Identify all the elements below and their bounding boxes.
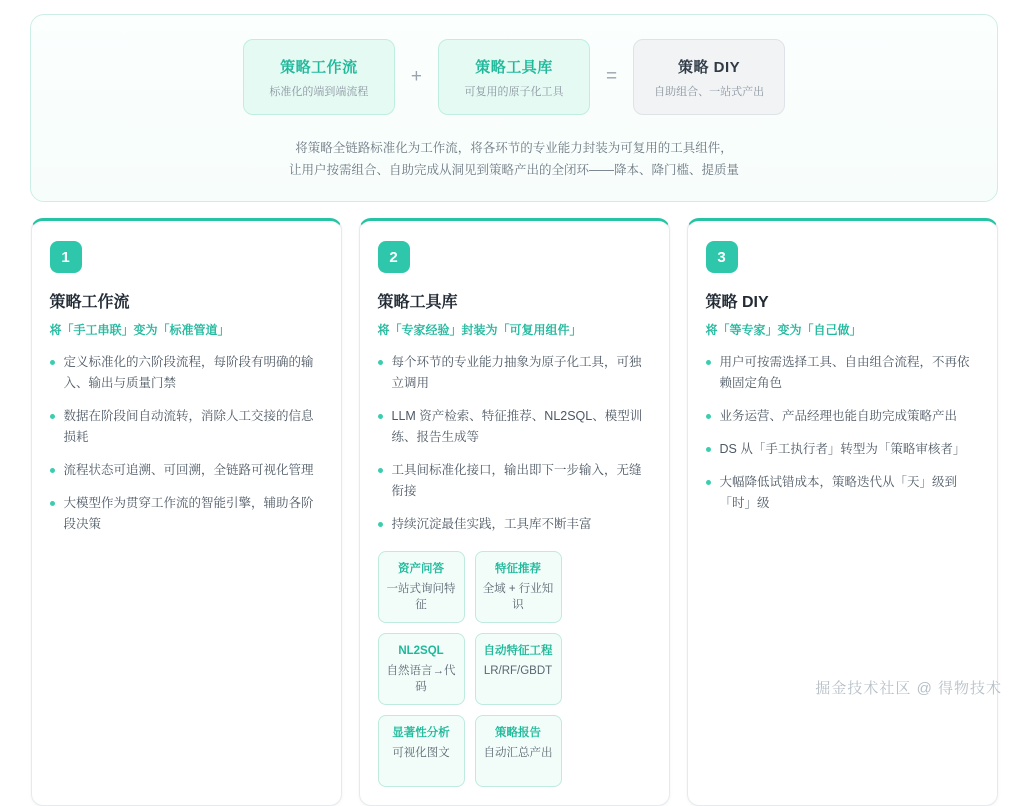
formula-box-diy-title: 策略 DIY (678, 58, 741, 76)
tool-tile-auto-feature-engineering-name: 自动特征工程 (483, 645, 553, 657)
watermark: 掘金技术社区 @ 得物技术 (815, 680, 1002, 697)
list-item: 定义标准化的六阶段流程，每阶段有明确的输入、输出与质量门禁 (50, 352, 323, 394)
list-item: 大幅降低试错成本，策略迭代从「天」级到「时」级 (706, 472, 979, 514)
list-item: 工具间标准化接口，输出即下一步输入，无缝衔接 (378, 460, 651, 502)
tool-tile-significance-analysis-desc: 可视化图文 (392, 747, 450, 759)
list-item: 流程状态可追溯、可回溯，全链路可视化管理 (50, 460, 323, 481)
card-diy-title: 策略 DIY (705, 294, 769, 311)
tool-tile-nl2sql-name: NL2SQL (398, 645, 444, 657)
hero-description (51, 137, 977, 181)
formula-box-workflow (243, 39, 395, 115)
tool-tile-strategy-report-desc: 自动汇总产出 (483, 747, 553, 759)
list-item: 每个环节的专业能力抽象为原子化工具，可独立调用 (378, 352, 651, 394)
card-diy-badge: 3 (706, 241, 738, 273)
card-workflow-subtitle: 将「手工串联」变为「标准管道」 (49, 323, 230, 337)
card-toolkit-title: 策略工具库 (377, 294, 458, 311)
card-toolkit-bullets (378, 352, 651, 535)
card-workflow-title: 策略工作流 (49, 294, 130, 311)
formula-box-workflow-subtitle: 标准化的端到端流程 (269, 85, 369, 98)
plus-operator-icon: + (410, 66, 422, 87)
tool-tile-auto-feature-engineering-desc: LR/RF/GBDT (483, 665, 553, 677)
card-workflow-badge: 1 (50, 241, 82, 273)
tool-tile-feature-recommend-name: 特征推荐 (495, 563, 541, 575)
tool-tile-strategy-report-name: 策略报告 (495, 727, 541, 739)
list-item: 业务运营、产品经理也能自助完成策略产出 (706, 406, 979, 427)
hero-banner (30, 14, 998, 202)
card-toolkit-subtitle: 将「专家经验」封装为「可复用组件」 (377, 323, 582, 337)
tool-tile-significance-analysis[interactable] (378, 715, 465, 787)
card-diy-bullets (706, 352, 979, 514)
list-item: 用户可按需选择工具、自由组合流程，不再依赖固定角色 (706, 352, 979, 394)
card-workflow (31, 218, 342, 806)
formula-box-toolkit-subtitle: 可复用的原子化工具 (464, 85, 564, 98)
formula-row (51, 39, 977, 115)
formula-box-toolkit-title: 策略工具库 (475, 58, 553, 76)
list-item: LLM 资产检索、特征推荐、NL2SQL、模型训练、报告生成等 (378, 406, 651, 448)
tool-tile-significance-analysis-name: 显著性分析 (392, 727, 450, 739)
formula-box-workflow-title: 策略工作流 (280, 58, 358, 76)
card-diy (687, 218, 998, 806)
list-item: 数据在阶段间自动流转，消除人工交接的信息损耗 (50, 406, 323, 448)
list-item: 大模型作为贯穿工作流的智能引擎，辅助各阶段决策 (50, 493, 323, 535)
card-workflow-bullets (50, 352, 323, 535)
tool-tile-nl2sql[interactable] (378, 633, 465, 705)
tool-tile-feature-recommend-desc: 全域 + 行业知识 (482, 583, 554, 611)
tool-tiles (378, 551, 651, 787)
card-toolkit (359, 218, 670, 806)
card-toolkit-badge: 2 (378, 241, 410, 273)
formula-box-toolkit (438, 39, 590, 115)
card-diy-subtitle: 将「等专家」变为「自己做」 (705, 323, 862, 337)
list-item: 持续沉淀最佳实践，工具库不断丰富 (378, 514, 651, 535)
equals-operator-icon: = (606, 66, 618, 87)
cards-row (16, 218, 1012, 806)
tool-tile-asset-qa-name: 资产问答 (398, 563, 444, 575)
tool-tile-asset-qa[interactable] (378, 551, 465, 623)
hero-description-line1: 将策略全链路标准化为工作流，将各环节的专业能力封装为可复用的工具组件， (295, 141, 733, 155)
tool-tile-auto-feature-engineering[interactable] (475, 633, 562, 705)
tool-tile-strategy-report[interactable] (475, 715, 562, 787)
tool-tile-nl2sql-desc: 自然语言→代码 (386, 665, 456, 693)
tool-tile-asset-qa-desc: 一站式询问特征 (386, 583, 456, 611)
tool-tile-feature-recommend[interactable] (475, 551, 562, 623)
list-item: DS 从「手工执行者」转型为「策略审核者」 (706, 439, 979, 460)
formula-box-diy (633, 39, 785, 115)
hero-description-line2: 让用户按需组合、自助完成从洞见到策略产出的全闭环——降本、降门槛、提质量 (288, 163, 739, 177)
formula-box-diy-subtitle: 自助组合、一站式产出 (654, 85, 765, 98)
